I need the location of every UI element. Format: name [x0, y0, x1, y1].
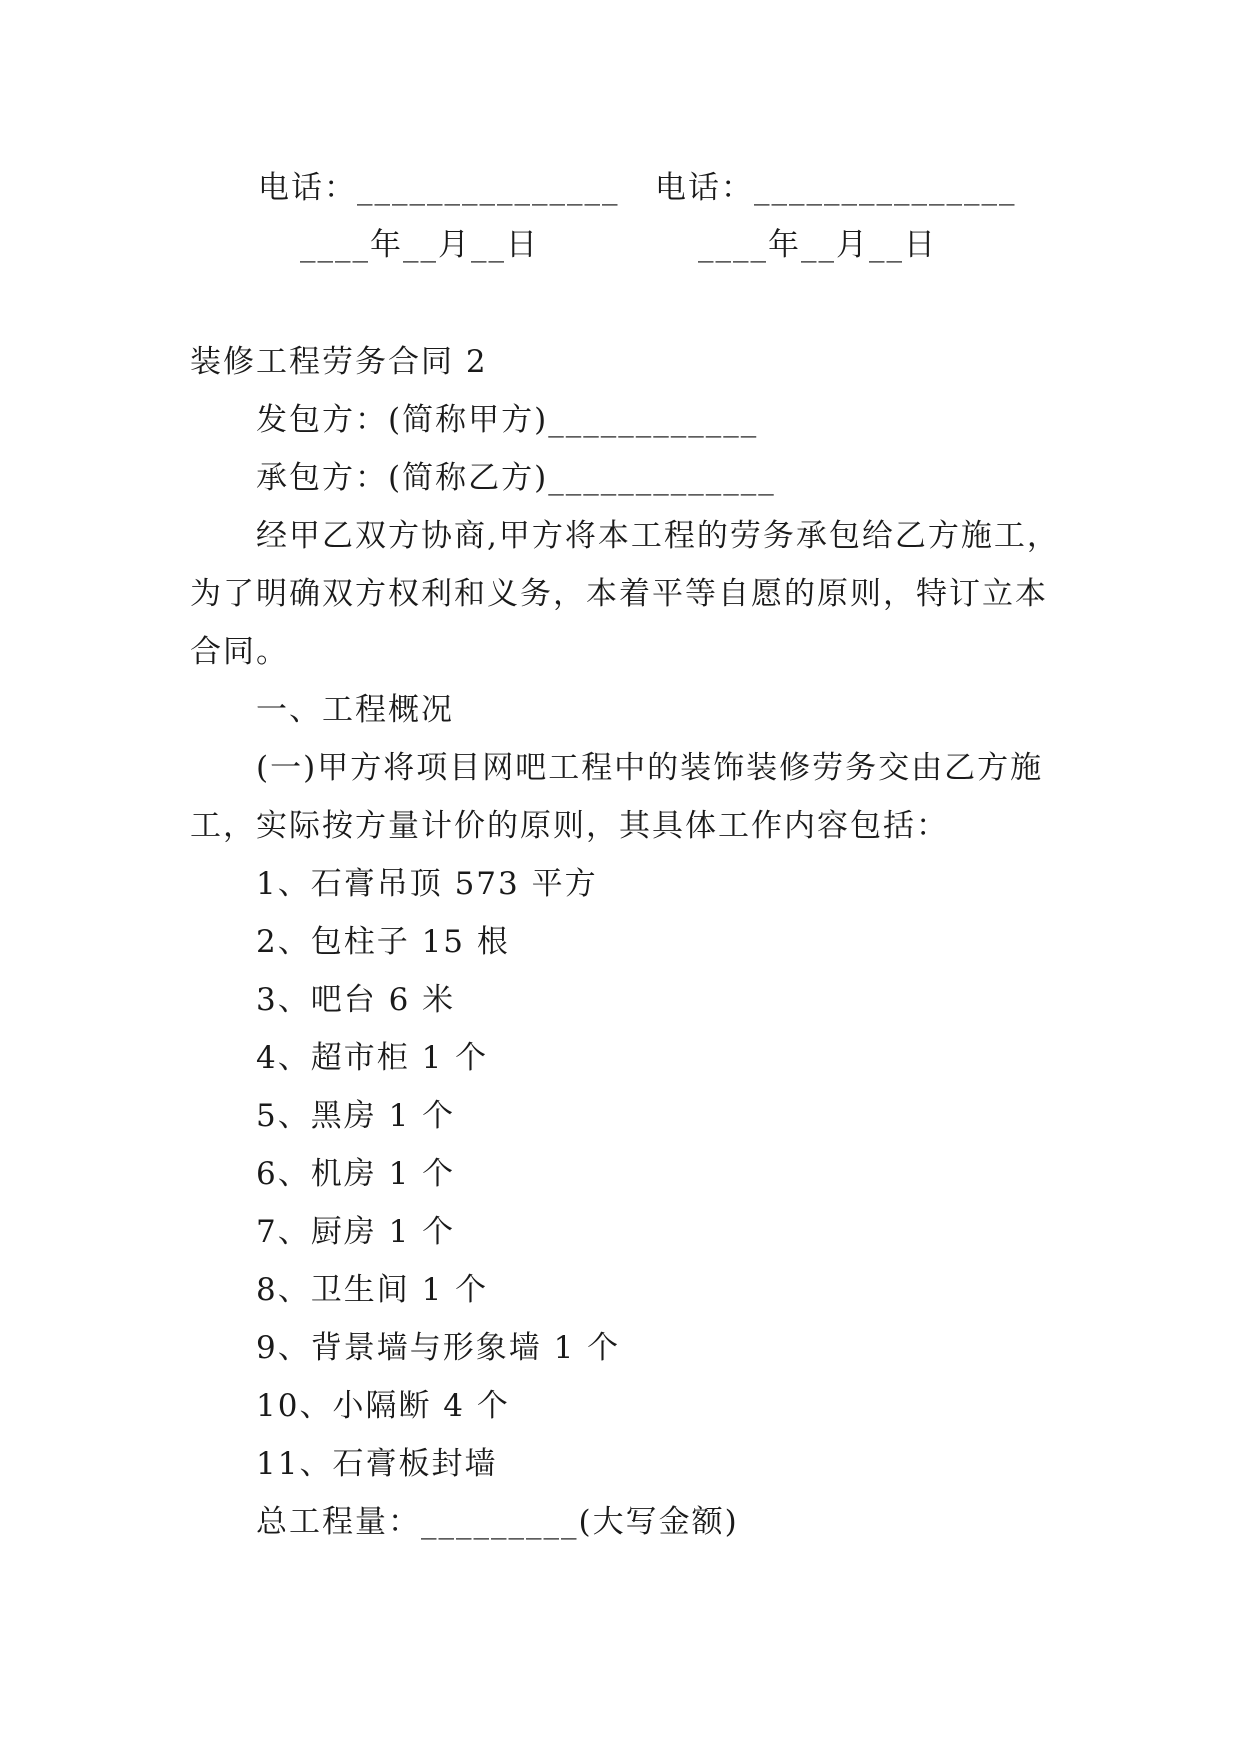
list-item: 5、黑房 1 个 — [256, 1098, 456, 1134]
section-heading: 一、工程概况 — [256, 692, 454, 728]
list-item: 3、吧台 6 米 — [256, 982, 456, 1018]
list-item: 11、石膏板封墙 — [256, 1446, 498, 1482]
section-paragraph-line-1: (一)甲方将项目网吧工程中的装饰装修劳务交由乙方施 — [256, 750, 1044, 786]
date-right: ____年__月__日 — [698, 227, 937, 263]
list-item: 7、厨房 1 个 — [256, 1214, 456, 1250]
intro-line-1: 经甲乙双方协商,甲方将本工程的劳务承包给乙方施工， — [256, 518, 1060, 554]
list-item: 6、机房 1 个 — [256, 1156, 456, 1192]
intro-line-3: 合同。 — [190, 634, 289, 670]
list-item: 4、超市柜 1 个 — [256, 1040, 489, 1076]
list-item: 9、背景墙与形象墙 1 个 — [256, 1330, 621, 1366]
intro-line-2: 为了明确双方权利和义务，本着平等自愿的原则，特订立本 — [190, 576, 1048, 612]
party-b: 承包方：(简称乙方)_____________ — [256, 460, 776, 496]
contract-title: 装修工程劳务合同 2 — [190, 344, 488, 380]
section-paragraph-line-2: 工，实际按方量计价的原则，其具体工作内容包括： — [190, 808, 949, 844]
list-item: 1、石膏吊顶 573 平方 — [256, 866, 598, 902]
total-amount: 总工程量：_________(大写金额) — [256, 1504, 739, 1540]
party-a: 发包方：(简称甲方)____________ — [256, 402, 759, 438]
phone-right: 电话：_______________ — [655, 170, 1017, 206]
list-item: 8、卫生间 1 个 — [256, 1272, 489, 1308]
phone-left: 电话：_______________ — [258, 170, 620, 206]
list-item: 10、小隔断 4 个 — [256, 1388, 510, 1424]
date-left: ____年__月__日 — [300, 227, 539, 263]
list-item: 2、包柱子 15 根 — [256, 924, 510, 960]
